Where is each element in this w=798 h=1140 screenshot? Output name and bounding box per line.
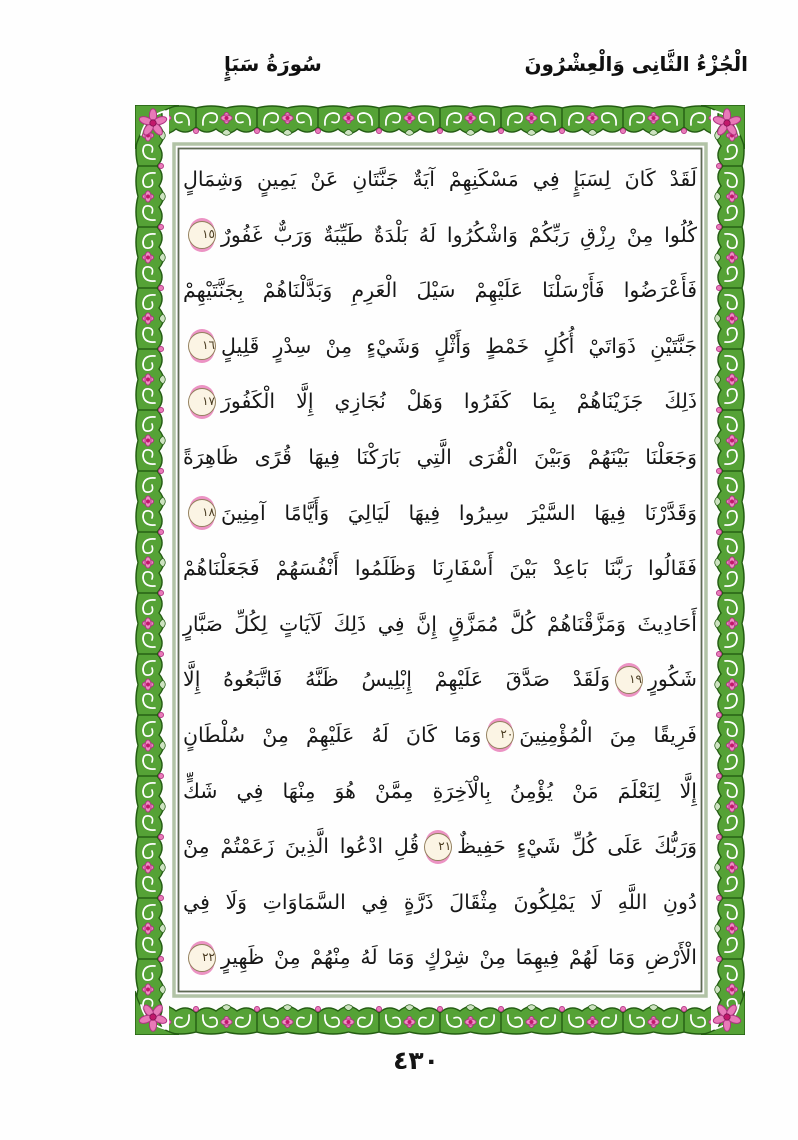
ayah-text: وَلَقَدْ صَدَّقَ عَلَيْهِمْ إِبْلِيسُ ظَنَّهُ فَاتَّبَعُوهُ إِلَّا [183, 667, 610, 692]
ayah-text: الْأَرْضِ وَمَا لَهُمْ فِيهِمَا مِنْ شِرْكٍ وَمَا لَهُ مِنْهُمْ مِنْ ظَهِيرٍ [221, 945, 697, 970]
ayah-text: وَقَدَّرْنَا فِيهَا السَّيْرَ سِيرُوا فِيهَا لَيَالِيَ وَأَيَّامًا آمِنِينَ [221, 500, 697, 525]
ayah-text: وَجَعَلْنَا بَيْنَهُمْ وَبَيْنَ الْقُرَى الَّتِي بَارَكْنَا فِيهَا قُرًى ظَاهِرَةً [183, 444, 697, 469]
ayah-text: جَنَّتَيْنِ ذَوَاتَيْ أُكُلٍ خَمْطٍ وَأَثْلٍ وَشَيْءٍ مِنْ سِدْرٍ قَلِيلٍ [221, 333, 697, 358]
quran-line [183, 930, 697, 986]
ayah-text: إِلَّا لِنَعْلَمَ مَنْ يُؤْمِنُ بِالْآخِرَةِ مِمَّنْ هُوَ مِنْهَا فِي شَكٍّ [183, 778, 697, 803]
quran-line [183, 708, 697, 764]
ayah-text: لَقَدْ كَانَ لِسَبَإٍ فِي مَسْكَنِهِمْ آيَةٌ جَنَّتَانِ عَنْ يَمِينٍ وَشِمَالٍ [183, 167, 697, 191]
ayah-text: كُلُوا مِنْ رِزْقِ رَبِّكُمْ وَاشْكُرُوا لَهُ بَلْدَةٌ طَيِّبَةٌ وَرَبٌّ غَفُورٌ [221, 222, 697, 247]
ayah-marker: ١٨ [188, 499, 216, 527]
ayah-text: شَكُورٍ [648, 667, 697, 692]
ayah-marker: ١٥ [188, 221, 216, 249]
quran-line [183, 152, 697, 208]
quran-line [183, 875, 697, 931]
quran-line [183, 374, 697, 430]
ayah-text: وَرَبُّكَ عَلَى كُلِّ شَيْءٍ حَفِيظٌ [457, 834, 697, 859]
juz-title: الْجُزْءُ الثَّانِى وَالْعِشْرُونَ [524, 52, 748, 76]
quran-line [183, 486, 697, 542]
quran-line [183, 764, 697, 820]
ornamental-frame [135, 105, 745, 1035]
ayah-text: قُلِ ادْعُوا الَّذِينَ زَعَمْتُمْ مِنْ [183, 834, 420, 859]
ayah-marker: ١٧ [188, 388, 216, 416]
quran-line [183, 430, 697, 486]
quran-line [183, 208, 697, 264]
ayah-text: فَأَعْرَضُوا فَأَرْسَلْنَا عَلَيْهِمْ سَيْلَ الْعَرِمِ وَبَدَّلْنَاهُمْ بِجَنَّتَيْهِمْ [183, 278, 697, 303]
ayah-text: وَمَا كَانَ لَهُ عَلَيْهِمْ مِنْ سُلْطَانٍ [183, 722, 482, 747]
quran-line [183, 319, 697, 375]
ayah-text: أَحَادِيثَ وَمَزَّقْنَاهُمْ كُلَّ مُمَزَّقٍ إِنَّ فِي ذَلِكَ لَآيَاتٍ لِكُلِّ صَبَّارٍ [183, 611, 697, 636]
ayah-marker: ١٩ [615, 666, 643, 694]
quran-text-block [183, 152, 697, 987]
ayah-marker: ٢١ [424, 833, 452, 861]
quran-line [183, 263, 697, 319]
ayah-text: دُونِ اللَّهِ لَا يَمْلِكُونَ مِثْقَالَ ذَرَّةٍ فِي السَّمَاوَاتِ وَلَا فِي [183, 889, 697, 914]
page-number: ٤٣٠ [393, 1046, 439, 1075]
ayah-marker: ٢٢ [188, 944, 216, 972]
quran-line [183, 652, 697, 708]
ayah-text: ذَلِكَ جَزَيْنَاهُمْ بِمَا كَفَرُوا وَهَلْ نُجَازِي إِلَّا الْكَفُورَ [221, 389, 697, 414]
quran-line [183, 819, 697, 875]
ayah-marker: ١٦ [188, 332, 216, 360]
quran-line [183, 597, 697, 653]
surah-title: سُورَةُ سَبَإٍ [224, 52, 322, 76]
ayah-text: فَرِيقًا مِنَ الْمُؤْمِنِينَ [519, 722, 697, 747]
ayah-text: فَقَالُوا رَبَّنَا بَاعِدْ بَيْنَ أَسْفَارِنَا وَظَلَمُوا أَنْفُسَهُمْ فَجَعَلْنَاهُمْ [183, 556, 697, 581]
ayah-marker: ٢٠ [486, 721, 514, 749]
quran-line [183, 541, 697, 597]
